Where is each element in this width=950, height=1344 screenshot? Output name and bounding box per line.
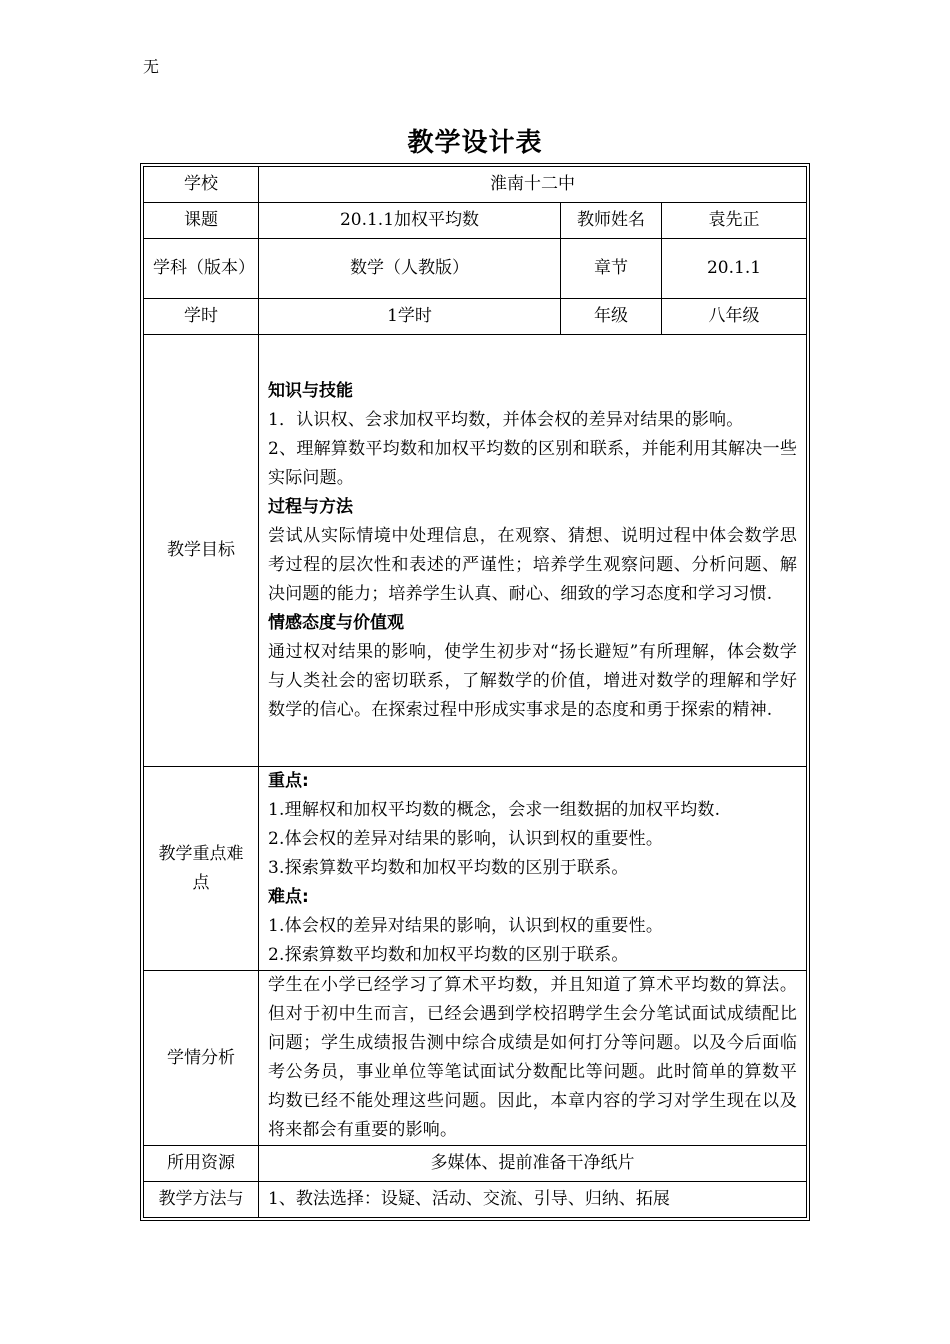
goals-label: 教学目标: [144, 335, 259, 767]
key-points-label: 教学重点难点: [144, 767, 259, 971]
chapter-value: 20.1.1: [662, 239, 807, 299]
topic-value: 20.1.1加权平均数: [259, 203, 561, 239]
analysis-text: 学生在小学已经学习了算术平均数，并且知道了算术平均数的算法。但对于初中生而言，已经会遇到学校招聘学生会分笔试面试成绩配比问题；学生成绩报告测中综合成绩是如何打分等问题。以及今后面临考公务员，事业单位等笔试面试分数配比等问题。此时简单的算数平均数已经不能处理这些问题。因此，本章内容的学习对学生现在以及将来都会有重要的影响。: [268, 975, 798, 1140]
emotion-text: 通过权对结果的影响，使学生初步对“扬长避短”有所理解，体会数学与人类社会的密切联系，了解数学的价值，增进对数学的理解和学好数学的信心。在探索过程中形成实事求是的态度和勇于探索的精神.: [268, 641, 798, 720]
key-points-content: [259, 767, 807, 971]
methods-label: 教学方法与: [144, 1182, 259, 1218]
row-topic: [144, 203, 807, 239]
knowledge-item-2: 2、理解算数平均数和加权平均数的区别和联系，并能利用其解决一些实际问题。: [268, 438, 798, 488]
row-key-points: [144, 767, 807, 971]
goals-content: [259, 335, 807, 767]
knowledge-heading: 知识与技能: [268, 380, 353, 401]
key-heading: 重点:: [268, 771, 309, 791]
row-goals: [144, 335, 807, 767]
key-item-3: 3.探索算数平均数和加权平均数的区别于联系。: [268, 858, 629, 878]
grade-label: 年级: [561, 299, 662, 335]
hours-label: 学时: [144, 299, 259, 335]
hard-item-1: 1.体会权的差异对结果的影响，认识到权的重要性。: [268, 916, 664, 936]
header-note: 无: [143, 57, 160, 76]
hard-heading: 难点:: [268, 887, 309, 907]
process-text: 尝试从实际情境中处理信息，在观察、猜想、说明过程中体会数学思考过程的层次性和表述的严谨性；培养学生观察问题、分析问题、解决问题的能力；培养学生认真、耐心、细致的学习态度和学习习惯.: [268, 525, 798, 604]
chapter-label: 章节: [561, 239, 662, 299]
row-methods: [144, 1182, 807, 1218]
analysis-label: 学情分析: [144, 971, 259, 1146]
hours-value: 1学时: [259, 299, 561, 335]
key-item-1: 1.理解权和加权平均数的概念，会求一组数据的加权平均数.: [268, 800, 721, 820]
row-hours: [144, 299, 807, 335]
row-school: [144, 167, 807, 203]
methods-value: 1、教法选择：设疑、活动、交流、引导、归纳、拓展: [259, 1182, 807, 1218]
teacher-label: 教师姓名: [561, 203, 662, 239]
knowledge-item-1: 1．认识权、会求加权平均数，并体会权的差异对结果的影响。: [268, 409, 744, 430]
row-analysis: [144, 971, 807, 1146]
analysis-content: [259, 971, 807, 1146]
row-subject: [144, 239, 807, 299]
school-label: 学校: [144, 167, 259, 203]
resources-label: 所用资源: [144, 1146, 259, 1182]
lesson-design-table: [143, 166, 807, 1218]
subject-value: 数学（人教版）: [259, 239, 561, 299]
key-item-2: 2.体会权的差异对结果的影响，认识到权的重要性。: [268, 829, 664, 849]
hard-item-2: 2.探索算数平均数和加权平均数的区别于联系。: [268, 945, 629, 965]
topic-label: 课题: [144, 203, 259, 239]
resources-value: 多媒体、提前准备干净纸片: [259, 1146, 807, 1182]
grade-value: 八年级: [662, 299, 807, 335]
page-title: 教学设计表: [407, 128, 543, 158]
process-heading: 过程与方法: [268, 496, 353, 517]
teacher-value: 袁先正: [662, 203, 807, 239]
subject-label: 学科（版本）: [144, 239, 259, 299]
row-resources: [144, 1146, 807, 1182]
emotion-heading: 情感态度与价值观: [268, 612, 404, 633]
school-value: 淮南十二中: [259, 167, 807, 203]
